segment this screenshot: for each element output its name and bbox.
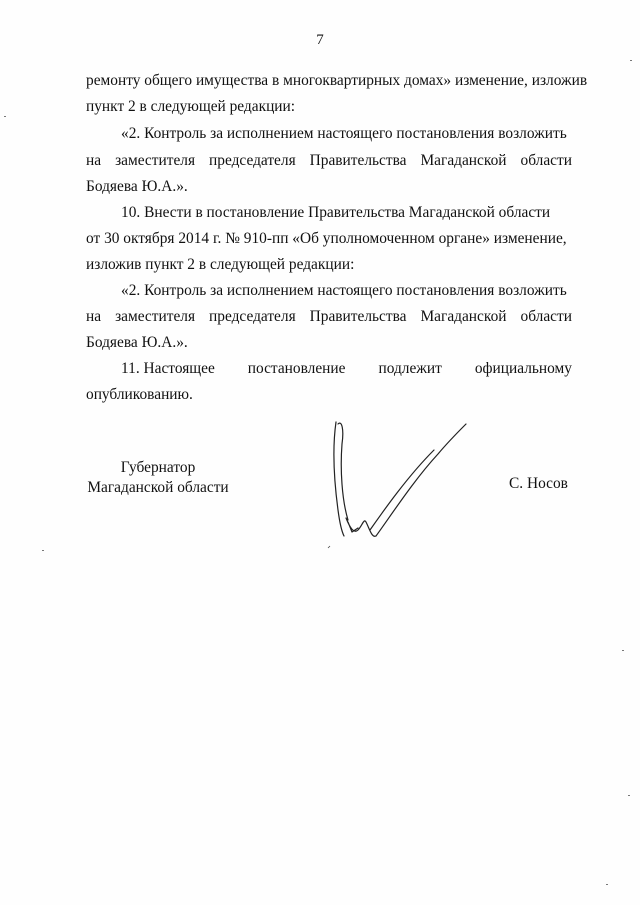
word: области (520, 152, 572, 169)
item-11-line-justified (121, 360, 572, 378)
item-10-line: 10. Внести в постановление Правительства Магаданской области (121, 204, 551, 221)
word: подлежит (378, 360, 442, 377)
word: 11. Настоящее (121, 360, 215, 377)
page-number: 7 (316, 32, 324, 48)
quoted-clause-line-justified (86, 308, 572, 326)
word: Магаданской (420, 308, 507, 325)
scan-speck (622, 650, 624, 651)
scan-speck (628, 795, 630, 796)
scan-speck (606, 884, 608, 885)
quoted-clause-line: Бодяева Ю.А.». (86, 334, 188, 351)
paragraph-continuation-line: пункт 2 в следующей редакции: (86, 98, 296, 115)
scan-speck (42, 550, 44, 551)
word: председателя (209, 308, 296, 325)
quoted-clause-line-justified (86, 152, 572, 170)
word: Правительства (309, 152, 407, 169)
quoted-clause-line: Бодяева Ю.А.». (86, 178, 188, 195)
scan-speck (4, 116, 6, 117)
signer-name: С. Носов (509, 475, 568, 492)
paragraph-continuation-line: ремонту общего имущества в многоквартирных домах» изменение, изложив (86, 72, 588, 89)
word: области (520, 308, 572, 325)
word: официальному (474, 360, 572, 377)
word: на (86, 308, 102, 325)
word: заместителя (115, 152, 196, 169)
signatory-title (86, 458, 230, 498)
item-10-line: от 30 октября 2014 г. № 910-пп «Об уполномоченном органе» изменение, (86, 230, 567, 247)
quoted-clause-line: «2. Контроль за исполнением настоящего постановления возложить (121, 282, 567, 299)
word: Правительства (309, 308, 407, 325)
quoted-clause-line: «2. Контроль за исполнением настоящего постановления возложить (121, 125, 567, 142)
word: заместителя (115, 308, 196, 325)
word: председателя (209, 152, 296, 169)
signatory-title-line: Магаданской области (87, 479, 229, 496)
item-11-line: опубликованию. (86, 386, 193, 403)
scan-speck (630, 60, 632, 61)
word: Магаданской (420, 152, 507, 169)
word: постановление (247, 360, 346, 377)
signatory-title-line: Губернатор (120, 459, 196, 476)
handwritten-signature (318, 410, 478, 560)
word: на (86, 152, 102, 169)
item-10-line: изложив пункт 2 в следующей редакции: (86, 256, 355, 273)
